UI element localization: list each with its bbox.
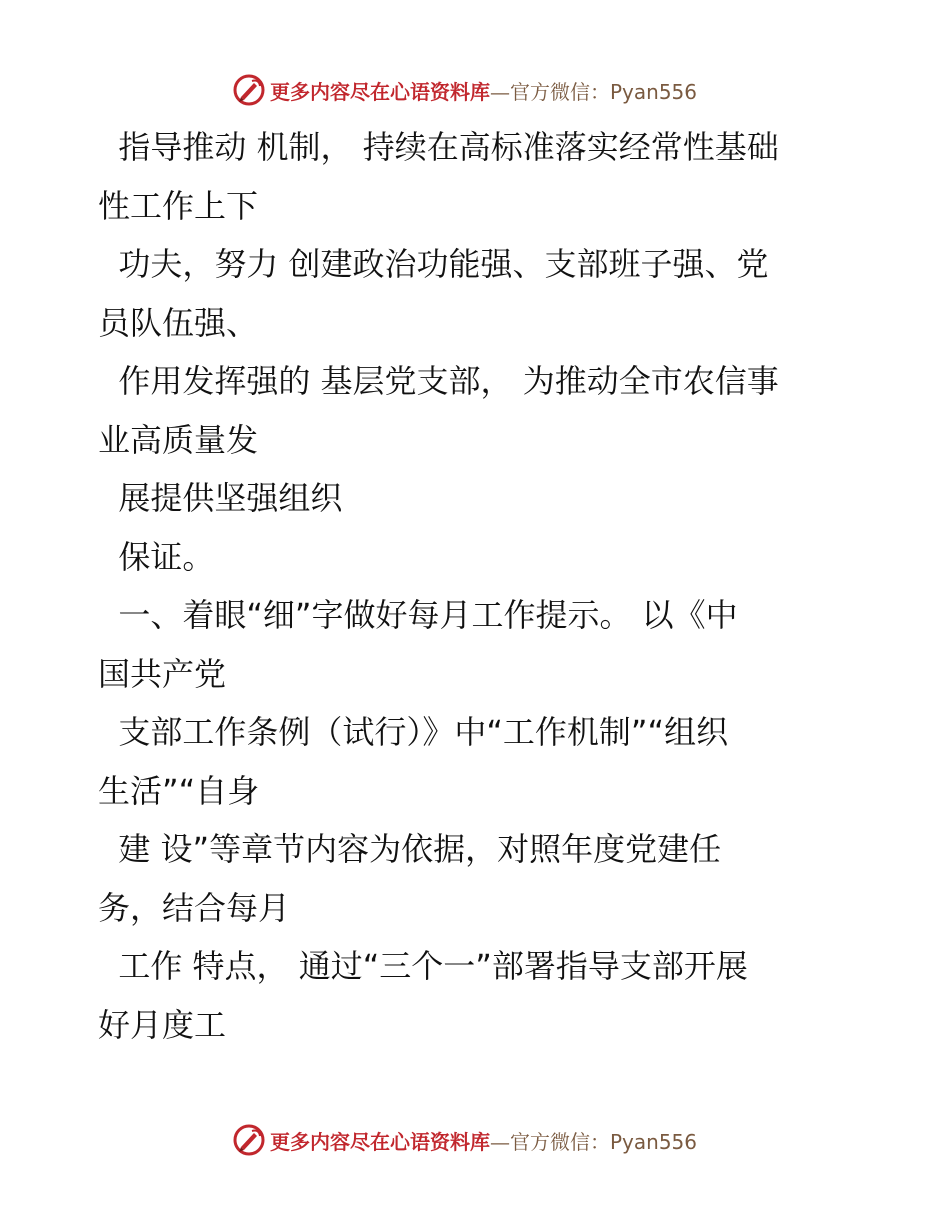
text-line: 好月度工 [98, 1005, 227, 1044]
text-line: 保证。 [98, 537, 215, 576]
footer-dash: — [490, 1129, 510, 1154]
text-line: 国共产党 [98, 654, 227, 693]
pen-logo-icon [232, 73, 266, 107]
text-line: 员队伍强、 [98, 303, 259, 342]
footer-text [270, 1126, 697, 1155]
header-text [270, 76, 697, 105]
page-header [232, 70, 732, 110]
page-footer [232, 1120, 732, 1160]
footer-title: 更多内容尽在心语资料库 [270, 1129, 490, 1154]
text-line: 建 设”等章节内容为依据，对照年度党建任 [98, 830, 722, 868]
header-wechat-label: 官方微信： [510, 79, 610, 104]
text-line: 展提供坚强组织 [98, 479, 343, 517]
body-text [98, 118, 858, 1054]
text-line: 生活”“自身 [98, 771, 260, 810]
text-line: 业高质量发 [98, 420, 259, 459]
footer-wechat-label: 官方微信： [510, 1129, 610, 1154]
text-line: 指导推动 机制， 持续在高标准落实经常性基础 [98, 128, 779, 166]
header-title: 更多内容尽在心语资料库 [270, 79, 490, 104]
text-line: 作用发挥强的 基层党支部， 为推动全市农信事 [98, 362, 779, 400]
text-line: 支部工作条例（试行）》中“工作机制”“组织 [98, 713, 729, 751]
text-line: 一、着眼“细”字做好每月工作提示。 以《中 [98, 596, 738, 634]
header-dash: — [490, 79, 510, 104]
pen-logo-icon [232, 1123, 266, 1157]
text-line: 工作 特点， 通过“三个一”部署指导支部开展 [98, 947, 748, 985]
footer-wechat-id: Pyan556 [610, 1129, 698, 1154]
text-line: 性工作上下 [98, 186, 259, 225]
header-wechat-id: Pyan556 [610, 79, 698, 104]
text-line: 务，结合每月 [98, 888, 291, 927]
text-line: 功夫，努力 创建政治功能强、支部班子强、党 [98, 245, 769, 283]
